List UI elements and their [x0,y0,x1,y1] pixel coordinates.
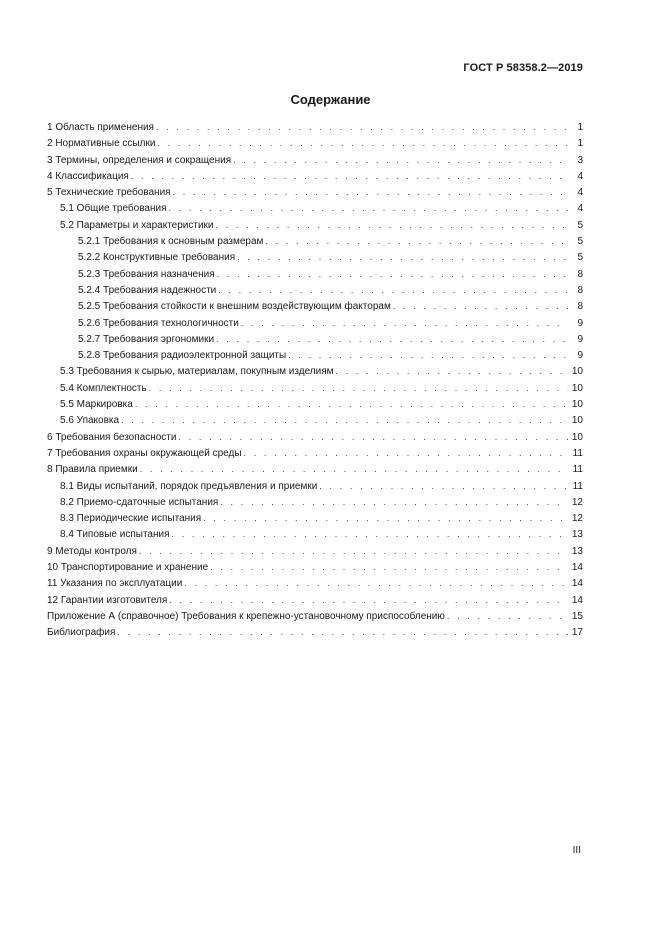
toc-entry[interactable] [47,217,583,233]
toc-entry-page: 4 [577,187,583,199]
toc-entry[interactable] [47,429,583,445]
toc-entry-page: 10 [571,415,583,427]
toc-entry-page: 8 [577,268,583,280]
dot-leader [217,266,568,282]
toc-entry-page: 1 [577,138,583,150]
toc-entry[interactable] [47,494,583,510]
dot-leader [288,347,568,363]
document-code: ГОСТ Р 58358.2—2019 [463,62,583,74]
toc-entry[interactable] [47,624,583,640]
toc-entry-title: 5.2.7 Требования эргономики [78,333,215,345]
toc-entry-title: 5.2 Параметры и характеристики [60,219,214,231]
dot-leader [233,152,568,168]
dot-leader [393,298,568,314]
dot-leader [139,543,568,559]
toc-entry-title: 5.2.6 Требования технологичности [78,317,239,329]
toc-entry-title: 10 Транспортирование и хранение [47,562,209,574]
toc-entry-page: 5 [577,219,583,231]
toc-entry-page: 3 [577,154,583,166]
toc-entry-page: 15 [571,610,583,622]
dot-leader [172,526,569,542]
toc-entry[interactable] [47,298,583,314]
toc-entry-page: 8 [577,284,583,296]
toc-entry-page: 12 [571,513,583,525]
toc-entry-page: 1 [577,122,583,133]
toc-entry-page: 17 [571,627,583,639]
dot-leader [244,445,568,461]
toc-entry[interactable] [47,152,583,168]
toc-entry-page: 10 [571,399,583,411]
toc-entry-page: 9 [577,317,583,329]
dot-leader [156,119,568,135]
toc-entry-title: 8.3 Периодические испытания [60,513,202,525]
toc-entry[interactable] [47,412,583,428]
toc-entry[interactable] [47,119,583,135]
toc-entry-title: 3 Термины, определения и сокращения [47,154,232,166]
toc-entry[interactable] [47,266,583,282]
toc-entry-page: 10 [571,366,583,378]
toc-entry-title: 4 Классификация [47,170,129,182]
dot-leader [169,200,568,216]
toc-entry-title: 8.2 Приемо-сдаточные испытания [60,496,219,508]
toc-entry-title: 9 Методы контроля [47,545,137,557]
toc-entry[interactable] [47,331,583,347]
dot-leader [237,249,568,265]
page-title: Содержание [290,92,371,107]
dot-leader [447,608,568,624]
toc-entry-page: 14 [571,578,583,590]
toc-entry[interactable] [47,380,583,396]
toc-entry[interactable] [47,608,583,624]
toc-entry-title: 8 Правила приемки [47,464,138,476]
dot-leader [203,510,568,526]
dot-leader [135,396,568,412]
toc-entry-title: 5.2.2 Конструктивные требования [78,252,236,264]
toc-entry-page: 11 [572,447,583,459]
toc-entry-page: 5 [577,252,583,264]
toc-entry[interactable] [47,168,583,184]
page-number: III [572,845,581,856]
toc-entry[interactable] [47,543,583,559]
dot-leader [241,315,568,331]
toc-entry-title: Приложение А (справочное) Требования к крепежно-установочному приспособлению [47,610,445,622]
dot-leader [220,494,568,510]
toc-entry-page: 4 [577,170,583,182]
dot-leader [184,575,568,591]
dot-leader [157,135,568,151]
toc-entry-page: 13 [571,529,583,541]
dot-leader [169,592,568,608]
dot-leader [140,461,568,477]
toc-entry[interactable] [47,184,583,200]
dot-leader [210,559,568,575]
dot-leader [117,624,568,640]
dot-leader [319,478,568,494]
dot-leader [131,168,568,184]
toc-entry-title: 5.5 Маркировка [60,399,133,411]
toc-entry-title: 7 Требования охраны окружающей среды [47,447,242,459]
dot-leader [218,282,568,298]
table-of-contents [47,119,583,641]
toc-entry-page: 9 [577,333,583,345]
toc-entry-page: 9 [577,350,583,362]
toc-entry[interactable] [47,526,583,542]
toc-entry[interactable] [47,396,583,412]
toc-entry[interactable] [47,200,583,216]
toc-entry[interactable] [47,135,583,151]
toc-entry-title: 2 Нормативные ссылки [47,138,156,150]
toc-entry[interactable] [47,592,583,608]
toc-entry[interactable] [47,461,583,477]
toc-entry-title: 5.2.5 Требования стойкости к внешним воздействующим факторам [78,301,391,313]
toc-entry-page: 8 [577,301,583,313]
toc-entry-page: 12 [571,496,583,508]
toc-entry-title: 5.3 Требования к сырью, материалам, покупным изделиям [60,366,334,378]
toc-entry-page: 11 [572,464,583,476]
toc-entry-title: 5.2.8 Требования радиоэлектронной защиты [78,350,287,362]
dot-leader [121,412,568,428]
toc-entry-title: 8.4 Типовые испытания [60,529,170,541]
toc-entry[interactable] [47,575,583,591]
toc-entry-title: 5.6 Упаковка [60,415,120,427]
toc-entry[interactable] [47,249,583,265]
toc-entry-page: 14 [571,562,583,574]
toc-entry-page: 11 [572,480,583,492]
toc-entry-title: Библиография [47,627,116,639]
toc-entry-page: 14 [571,594,583,606]
dot-leader [265,233,568,249]
toc-entry-page: 4 [577,203,583,215]
dot-leader [336,363,568,379]
toc-entry-title: 5.2.1 Требования к основным размерам [78,236,264,248]
toc-entry[interactable] [47,478,583,494]
toc-entry-title: 1 Область применения [47,122,154,133]
toc-entry[interactable] [47,445,583,461]
toc-entry-page: 10 [571,431,583,443]
toc-entry[interactable] [47,315,583,331]
toc-entry[interactable] [47,510,583,526]
dot-leader [216,217,569,233]
toc-entry-title: 5.4 Комплектность [60,382,147,394]
toc-entry-title: 12 Гарантии изготовителя [47,594,168,606]
dot-leader [178,429,568,445]
toc-entry-title: 5 Технические требования [47,187,171,199]
toc-entry-title: 5.1 Общие требования [60,203,167,215]
toc-entry[interactable] [47,347,583,363]
dot-leader [173,184,568,200]
toc-entry[interactable] [47,363,583,379]
toc-entry[interactable] [47,559,583,575]
dot-leader [216,331,568,347]
toc-entry-title: 8.1 Виды испытаний, порядок предъявления и приемки [60,480,318,492]
dot-leader [149,380,568,396]
toc-entry-title: 5.2.3 Требования назначения [78,268,215,280]
toc-entry-title: 5.2.4 Требования надежности [78,284,217,296]
toc-entry-page: 13 [571,545,583,557]
toc-entry-title: 11 Указания по эксплуатации [47,578,183,590]
toc-entry[interactable] [47,233,583,249]
toc-entry-page: 5 [577,236,583,248]
toc-entry-title: 6 Требования безопасности [47,431,177,443]
toc-entry-page: 10 [571,382,583,394]
toc-entry[interactable] [47,282,583,298]
